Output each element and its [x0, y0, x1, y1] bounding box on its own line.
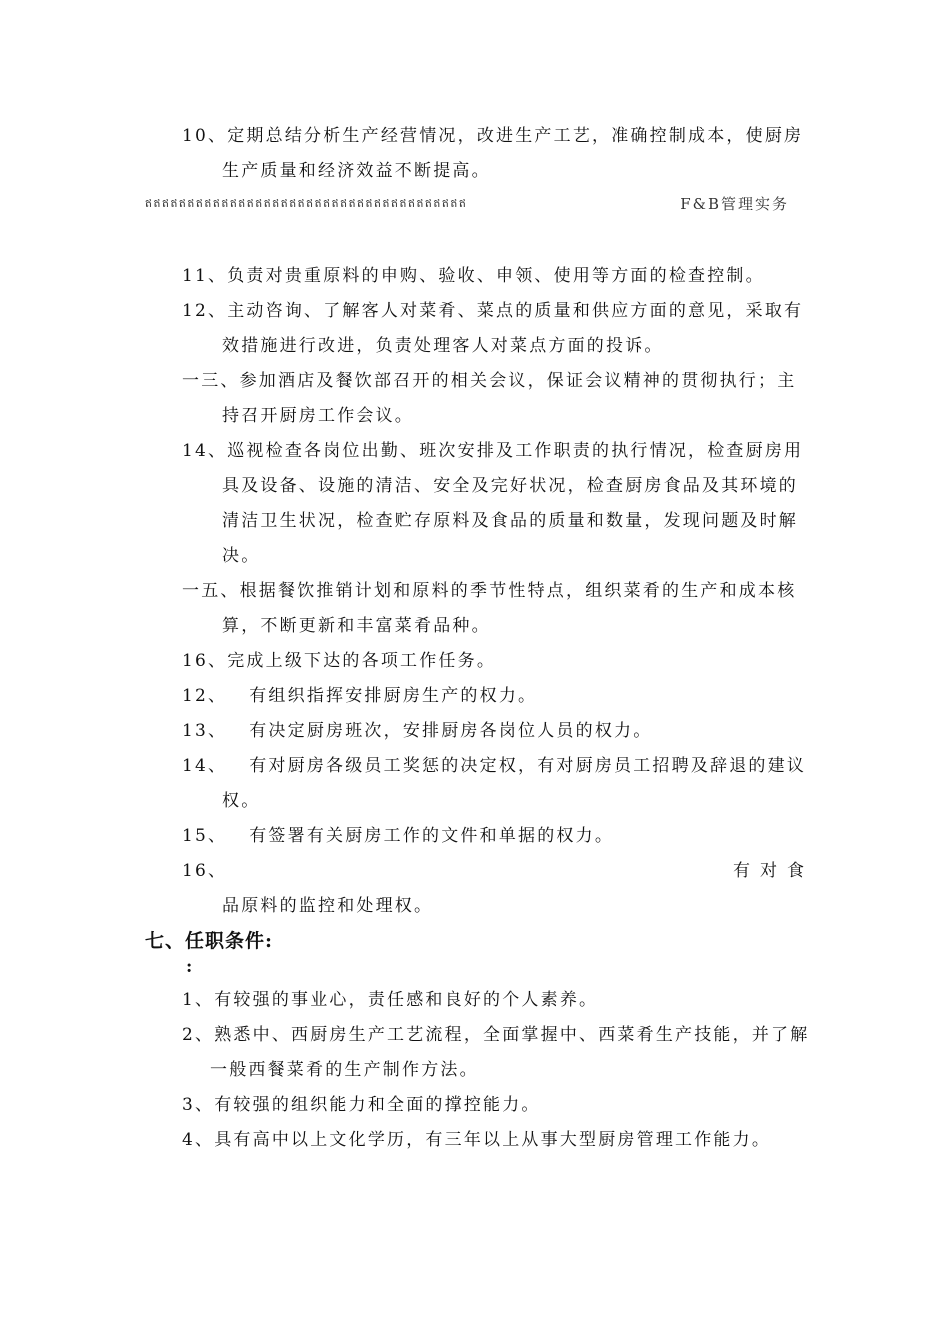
header-marks: ឥឥឥឥឥឥឥឥឥឥឥឥឥឥឥឥឥឥឥឥឥឥឥឥឥឥឥឥឥឥឥឥឥឥឥឥឥឥ: [145, 197, 468, 210]
qual-number: 1、: [182, 990, 215, 1010]
item-number: 11、: [182, 266, 228, 286]
right-12: [182, 678, 537, 714]
qual-number: 3、: [182, 1095, 215, 1115]
item-10-line2: 生产质量和经济效益不断提高。: [222, 161, 491, 181]
item-11: [182, 258, 765, 294]
right-14-line1: [182, 748, 806, 784]
right-number: 13、: [182, 721, 228, 741]
right-16-line1: [182, 853, 227, 889]
section-colon: :: [186, 957, 193, 977]
item-text: 巡视检查各岗位出勤、班次安排及工作职责的执行情况，检查厨房用: [227, 441, 804, 461]
qual-2-line2: 一般西餐菜肴的生产制作方法。: [210, 1060, 479, 1080]
item-number: 一五、: [182, 581, 240, 601]
item-13-line2: 持召开厨房工作会议。: [222, 406, 414, 426]
item-12-line1: [182, 293, 803, 329]
item-14-line4: 决。: [222, 546, 261, 566]
right-text: 有决定厨房班次，安排厨房各岗位人员的权力。: [249, 721, 653, 741]
right-14-line2: 权。: [222, 791, 261, 811]
right-number: 12、: [182, 686, 228, 706]
right-15: [182, 818, 614, 854]
qual-number: 2、: [182, 1025, 215, 1045]
item-12-line2: 效措施进行改进，负责处理客人对菜点方面的投诉。: [222, 336, 664, 356]
item-text: 主动咨询、了解客人对菜肴、菜点的质量和供应方面的意见，采取有: [227, 301, 804, 321]
item-number: 16、: [182, 651, 228, 671]
right-text: 有对厨房各级员工奖惩的决定权，有对厨房员工招聘及辞退的建议: [249, 756, 807, 776]
qual-text: 有较强的组织能力和全面的撑控能力。: [214, 1095, 541, 1115]
right-16-line2: 品原料的监控和处理权。: [222, 896, 434, 916]
right-16-fragment: 有对食: [733, 861, 814, 881]
item-number: 14、: [182, 441, 228, 461]
qual-2-line1: [182, 1017, 809, 1053]
qual-3: [182, 1087, 541, 1123]
header-title: F&B管理实务: [680, 195, 789, 213]
right-number: 15、: [182, 826, 228, 846]
item-16: [182, 643, 496, 679]
item-15-line1: [182, 573, 796, 609]
qual-4: [182, 1122, 771, 1158]
item-14-line1: [182, 433, 803, 469]
qual-text: 熟悉中、西厨房生产工艺流程，全面掌握中、西菜肴生产技能，并了解: [214, 1025, 810, 1045]
item-text: 定期总结分析生产经营情况，改进生产工艺，准确控制成本，使厨房: [227, 126, 804, 146]
item-text: 完成上级下达的各项工作任务。: [227, 651, 497, 671]
item-text: 参加酒店及餐饮部召开的相关会议，保证会议精神的贯彻执行；主: [239, 371, 797, 391]
qual-text: 有较强的事业心，责任感和良好的个人素养。: [214, 990, 599, 1010]
item-10-line1: [182, 118, 803, 154]
right-number: 14、: [182, 756, 228, 776]
qual-1: [182, 982, 598, 1018]
qual-number: 4、: [182, 1130, 215, 1150]
item-15-line2: 算，不断更新和丰富菜肴品种。: [222, 616, 491, 636]
qual-text: 具有高中以上文化学历，有三年以上从事大型厨房管理工作能力。: [214, 1130, 772, 1150]
item-13-line1: [182, 363, 796, 399]
right-13: [182, 713, 652, 749]
item-text: 负责对贵重原料的申购、验收、申领、使用等方面的检查控制。: [227, 266, 765, 286]
item-number: 一三、: [182, 371, 240, 391]
right-text: 有组织指挥安排厨房生产的权力。: [249, 686, 538, 706]
item-text: 根据餐饮推销计划和原料的季节性特点，组织菜肴的生产和成本核: [239, 581, 797, 601]
item-number: 12、: [182, 301, 228, 321]
right-text: 有签署有关厨房工作的文件和单据的权力。: [249, 826, 615, 846]
page-header: [145, 193, 805, 215]
right-number: 16、: [182, 861, 228, 881]
item-number: 10、: [182, 126, 228, 146]
item-14-line3: 清洁卫生状况，检查贮存原料及食品的质量和数量，发现问题及时解: [222, 511, 798, 531]
section-title: 七、任职条件:: [145, 930, 274, 952]
item-14-line2: 具及设备、设施的清洁、安全及完好状况，检查厨房食品及其环境的: [222, 476, 798, 496]
